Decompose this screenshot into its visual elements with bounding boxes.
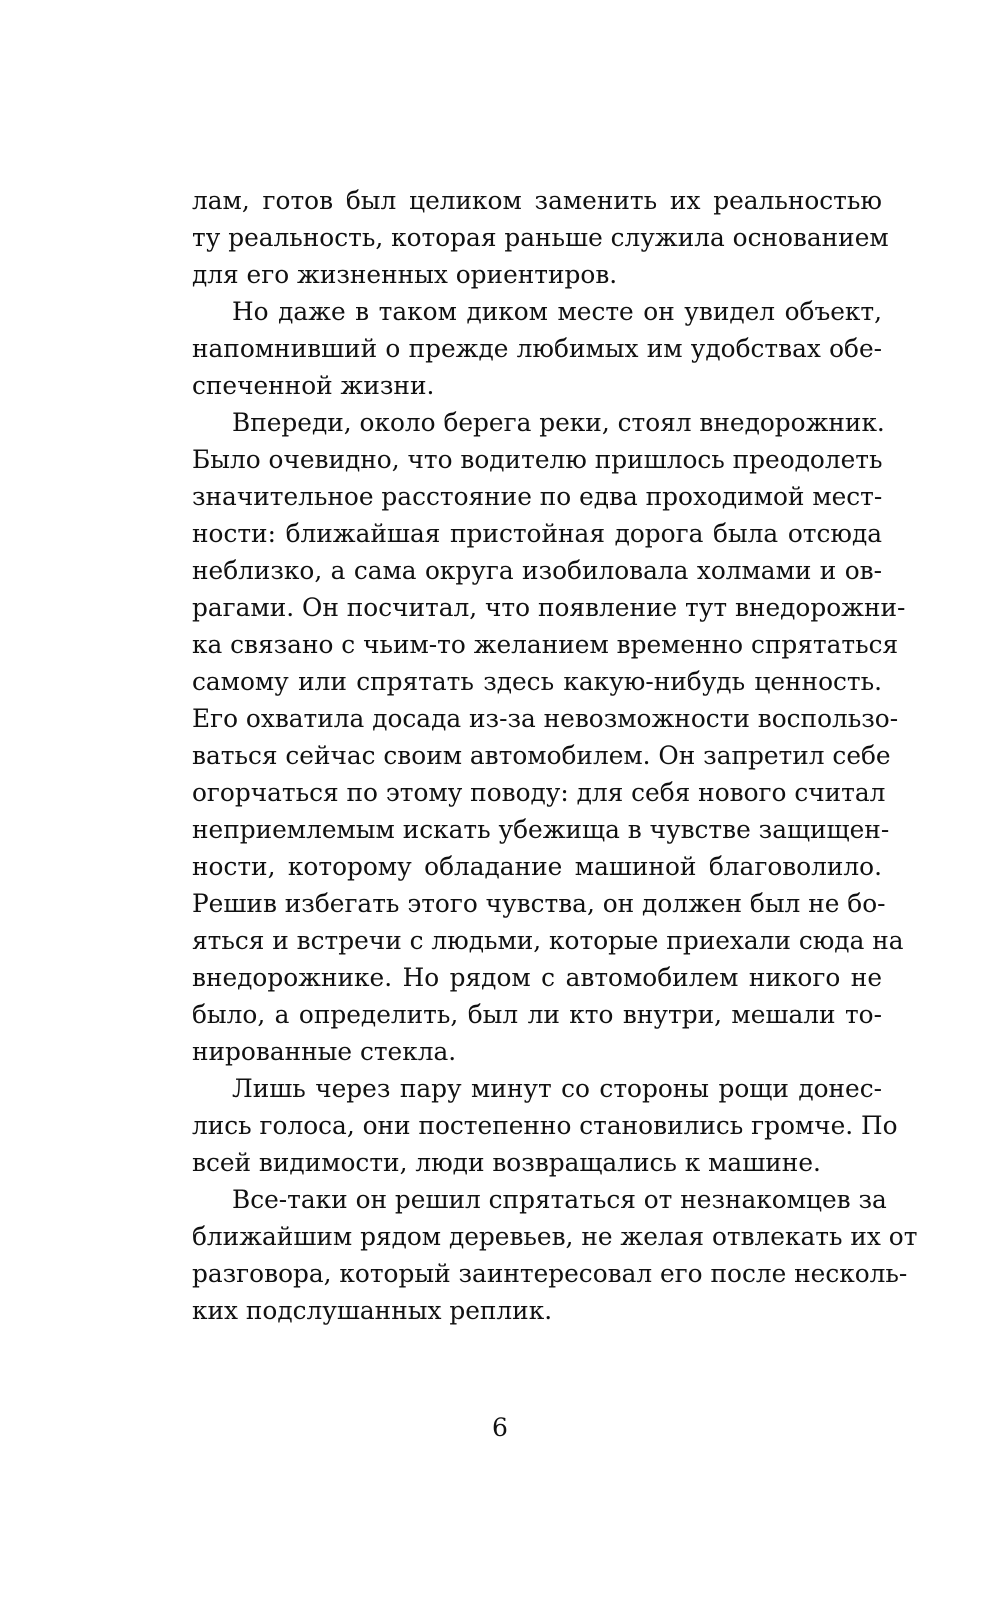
text-line: Все-таки он решил спрятаться от незнакомцев за <box>232 1185 887 1214</box>
text-line: ту реальность, которая раньше служила основанием <box>192 223 889 252</box>
text-line: для его жизненных ориентиров. <box>192 260 618 289</box>
text-line: всей видимости, люди возвращались к машине. <box>192 1148 821 1177</box>
text-line: ности: ближайшая пристойная дорога была отсюда <box>192 519 882 548</box>
text-line: неприемлемым искать убежища в чувстве защищен- <box>192 815 890 844</box>
text-line: было, а определить, был ли кто внутри, мешали то- <box>192 1000 882 1029</box>
text-line: лам, готов был целиком заменить их реальностью <box>192 186 882 215</box>
text-line: разговора, который заинтересовал его после несколь- <box>192 1259 908 1288</box>
text-line: значительное расстояние по едва проходимой мест- <box>192 482 883 511</box>
text-line: Его охватила досада из-за невозможности воспользо- <box>192 704 899 733</box>
text-line: ближайшим рядом деревьев, не желая отвлекать их от <box>192 1222 918 1251</box>
text-line: напомнивший о прежде любимых им удобствах обе- <box>192 334 882 363</box>
text-line: самому или спрятать здесь какую-нибудь ценность. <box>192 667 882 696</box>
text-line: Решив избегать этого чувства, он должен был не бо- <box>192 889 886 918</box>
text-line: огорчаться по этому поводу: для себя нового считал <box>192 778 886 807</box>
page-number: 6 <box>492 1413 508 1442</box>
body-text <box>192 182 918 1329</box>
text-line: Лишь через пару минут со стороны рощи донес- <box>232 1074 882 1103</box>
text-line: рагами. Он посчитал, что появление тут внедорожни- <box>192 593 906 622</box>
text-line: ких подслушанных реплик. <box>192 1296 553 1325</box>
text-line: внедорожнике. Но рядом с автомобилем никого не <box>192 963 882 992</box>
text-line: Впереди, около берега реки, стоял внедорожник. <box>232 408 885 437</box>
text-line: ваться сейчас своим автомобилем. Он запретил себе <box>192 741 891 770</box>
text-line: нированные стекла. <box>192 1037 457 1066</box>
text-line: Но даже в таком диком месте он увидел объект, <box>232 297 882 326</box>
text-line: яться и встречи с людьми, которые приехали сюда на <box>192 926 904 955</box>
text-line: ности, которому обладание машиной благоволило. <box>192 852 882 881</box>
text-line: Было очевидно, что водителю пришлось преодолеть <box>192 445 883 474</box>
text-line: спеченной жизни. <box>192 371 435 400</box>
text-line: лись голоса, они постепенно становились громче. По <box>192 1111 898 1140</box>
text-line: неблизко, а сама округа изобиловала холмами и ов- <box>192 556 882 585</box>
text-line: ка связано с чьим-то желанием временно спрятаться <box>192 630 899 659</box>
